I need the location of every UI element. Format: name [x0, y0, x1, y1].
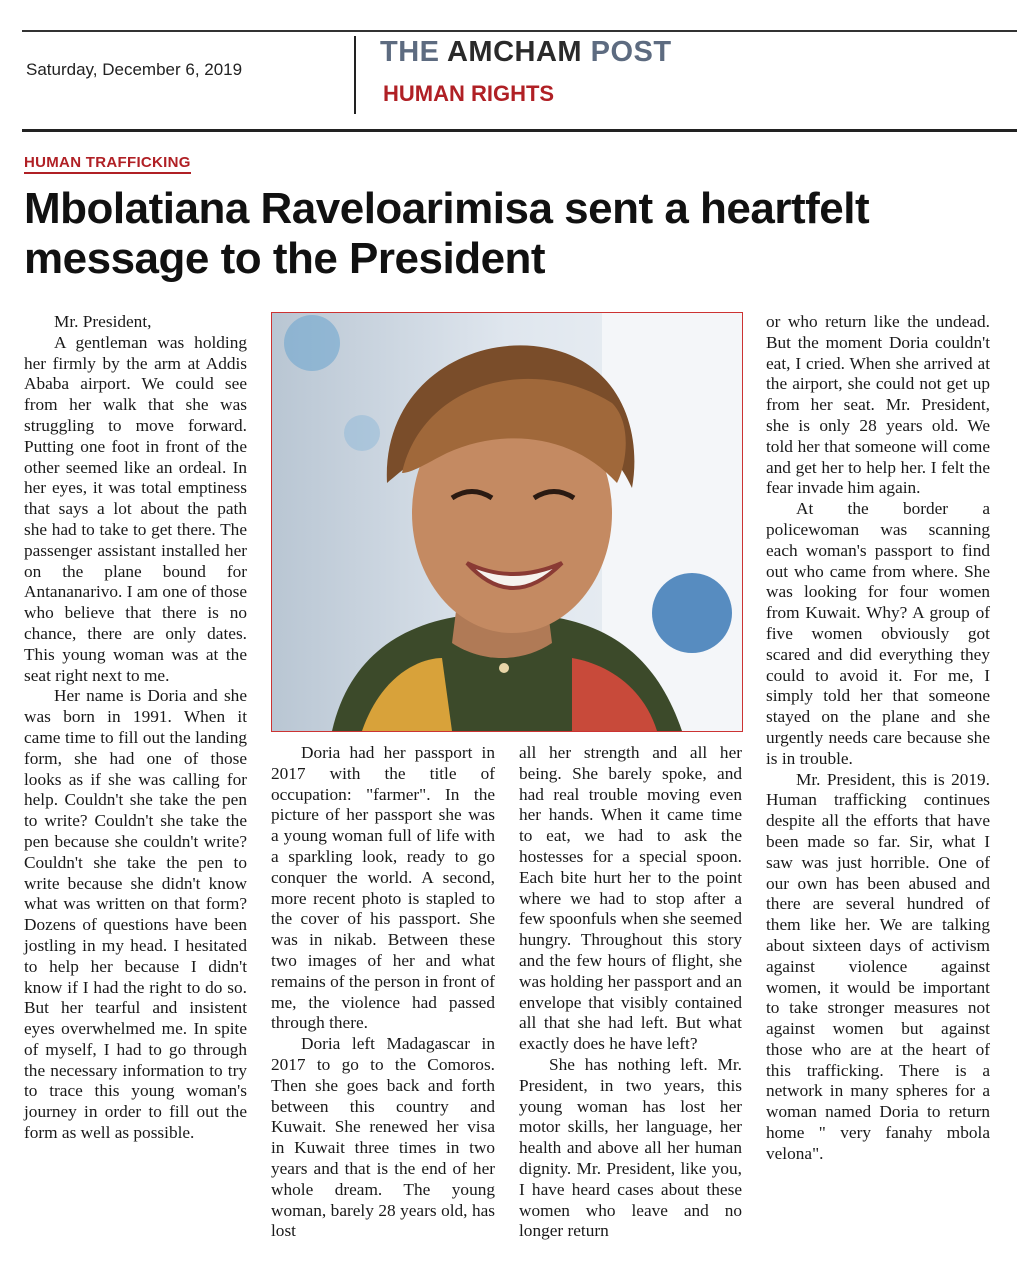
section-label: HUMAN RIGHTS — [383, 81, 555, 106]
article-kicker: HUMAN TRAFFICKING — [24, 154, 191, 174]
masthead-the: THE — [380, 36, 440, 68]
column-1 — [24, 312, 247, 1144]
header-rule — [22, 129, 1017, 132]
portrait-photo — [271, 312, 743, 732]
issue-date: Saturday, December 6, 2019 — [26, 60, 243, 79]
masthead-amcham: AMCHAM — [446, 36, 583, 68]
body-paragraph: Her name is Doria and she was born in 1991. When it came time to fill out the landing form, she had one of those looks as if she was calling for help. Couldn't she take the pen to write? Couldn't she take the pen because she couldn't write? Couldn't she take the pen to write because she didn't know what was written on that form? Dozens of questions have been jostling in my head. I hesitated to help her because I didn't know if I had the right to do so. But her tearful and insistent eyes overwhelmed me. In spite of myself, I had to go through the necessary information to try to trace this young woman's journey in order to fill out the form as well as possible. — [24, 686, 247, 1143]
column-4 — [766, 312, 990, 1165]
masthead-post: POST — [590, 36, 672, 68]
portrait-illustration — [272, 313, 742, 731]
salutation: Mr. President, — [54, 312, 152, 331]
column-3 — [519, 743, 742, 1242]
header-divider — [354, 36, 356, 114]
body-paragraph-continued: or who return like the undead. But the moment Doria couldn't eat, I cried. When she arrived at the airport, she could not get up from her seat. Mr. President, she is only 28 years old. We told her that someone will come and get her to help her. I felt the fear invade him again. — [766, 312, 990, 498]
body-paragraph: Doria had her passport in 2017 with the title of occupation: "farmer". In the picture of her passport she was a young woman full of life with a sparkling look, ready to go conquer the world. A second, more recent photo is stapled to the cover of his passport. She was in nikab. Between these two images of her and what remains of the person in front of me, the violence had passed through there. — [271, 743, 495, 1033]
body-paragraph: Doria left Madagascar in 2017 to go to the Comoros. Then she goes back and forth between this country and Kuwait. She renewed her visa in Kuwait three times in two years and that is the end of her whole dream. The young woman, barely 28 years old, has lost — [271, 1034, 495, 1241]
headline-line-1: Mbolatiana Raveloarimisa sent a heartfelt — [24, 184, 870, 233]
masthead — [380, 36, 672, 69]
body-paragraph: Mr. President, this is 2019. Human trafficking continues despite all the efforts that have been made so far. Sir, what I saw was just horrible. One of our own has been abused and there are several hundred of them like her. We are talking about sixteen days of activism against violence against women, it would be important to take stronger measures not against women but against those who are at the heart of this trafficking. There is a network in many spheres for a woman named Doria to return home " very fanahy mbola velona". — [766, 769, 990, 1163]
body-paragraph: At the border a policewoman was scanning each woman's passport to find out who came from where. She was looking for four women from Kuwait. Why? A group of five women obviously got scared and did everything they could to avoid it. For me, I simply told her that someone stayed on the plane and she urgently needs care because she is in trouble. — [766, 499, 990, 768]
body-paragraph: A gentleman was holding her firmly by the arm at Addis Ababa airport. We could see from her walk that she was struggling to move forward. Putting one foot in front of the other seemed like an ordeal. In her eyes, it was total emptiness that says a lot about the path she had to take to get there. The passenger assistant installed her on the plane bound for Antananarivo. I am one of those who believe that there is no chance, there are only dates. This young woman was at the seat right next to me. — [24, 332, 247, 685]
top-rule — [22, 30, 1017, 32]
column-2 — [271, 743, 495, 1242]
headline-line-2: message to the President — [24, 234, 546, 283]
body-paragraph-continued: all her strength and all her being. She barely spoke, and had real trouble moving even her hands. When it came time to eat, we had to ask the hostesses for a special spoon. Each bite hurt her to the point where we had to stop after a few spoonfuls when she seemed hungry. Throughout this story and the few hours of flight, she was holding her passport and an envelope that visibly contained all that she had left. But what exactly does he have left? — [519, 743, 742, 1054]
body-paragraph: She has nothing left. Mr. President, in two years, this young woman has lost her motor skills, her language, her health and above all her human dignity. Mr. President, like you, I have heard cases about these women who leave and no longer return — [519, 1054, 742, 1241]
article-headline — [24, 184, 1009, 284]
